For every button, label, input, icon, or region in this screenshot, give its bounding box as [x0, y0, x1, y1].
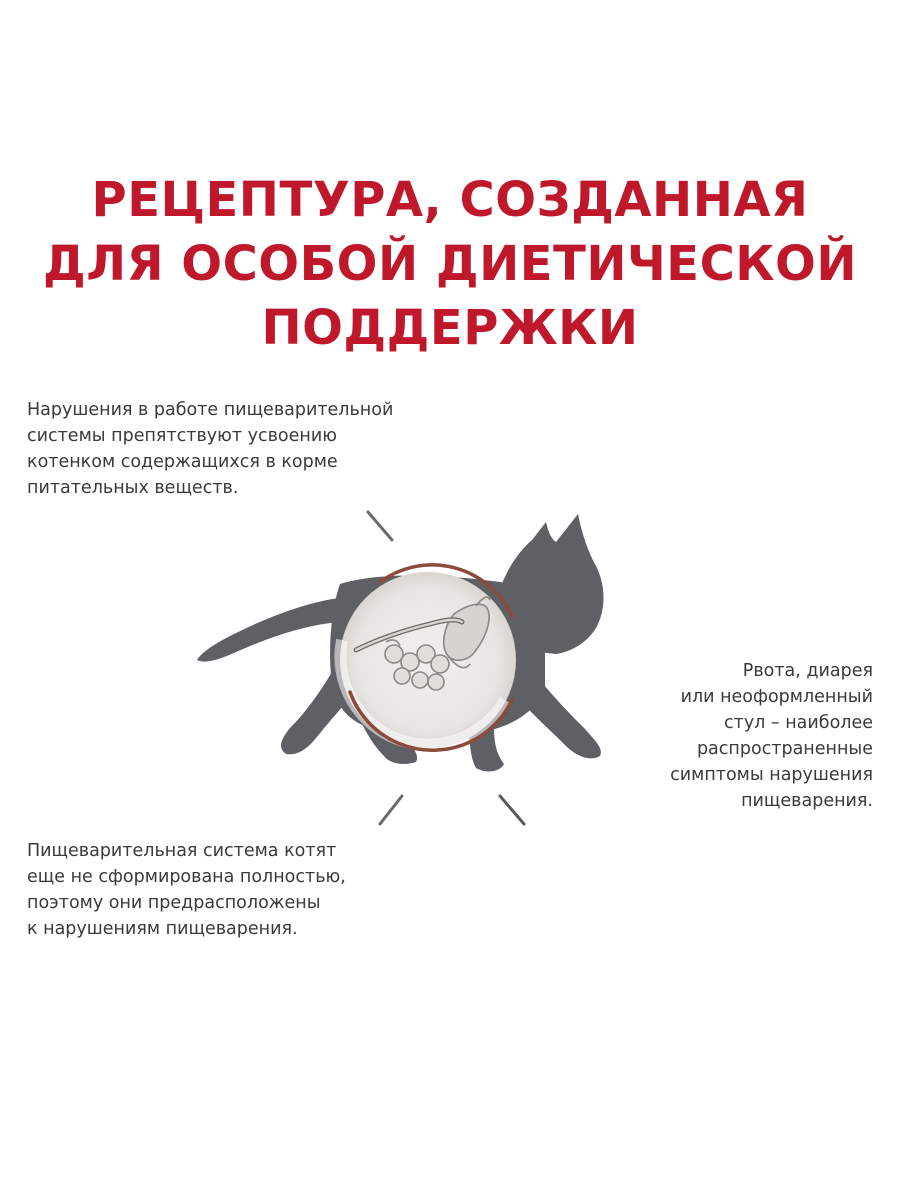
callout-line: или неоформленный — [680, 687, 873, 707]
callout-line: поэтому они предрасположены — [27, 893, 321, 913]
callout-line: стул – наиболее — [724, 713, 873, 733]
callout-line: Пищеварительная система котят — [27, 841, 337, 861]
pointer-line-top — [27, 512, 392, 540]
callout-line: Рвота, диарея — [742, 661, 873, 681]
headline-line-3: ПОДДЕРЖКИ — [261, 300, 639, 356]
callout-line: Нарушения в работе пищеварительной — [27, 400, 394, 420]
callout-line: системы препятствуют усвоению — [27, 426, 337, 446]
headline-line-2: ДЛЯ ОСОБОЙ ДИЕТИЧЕСКОЙ — [42, 236, 858, 292]
callout-line: распространенные — [696, 739, 873, 759]
callout-line: симптомы нарушения — [670, 765, 873, 785]
callout-line: пищеварения. — [741, 791, 873, 811]
callout-line: котенком содержащихся в корме — [27, 452, 338, 472]
headline-line-1: РЕЦЕПТУРА, СОЗДАННАЯ — [91, 172, 809, 228]
callout-line: к нарушениям пищеварения. — [27, 919, 298, 939]
callout-line: еще не сформирована полностью, — [27, 867, 346, 887]
pointer-line-bottom — [27, 796, 402, 824]
callout-line: питательных веществ. — [27, 478, 239, 498]
pointer-line-right — [500, 796, 873, 824]
